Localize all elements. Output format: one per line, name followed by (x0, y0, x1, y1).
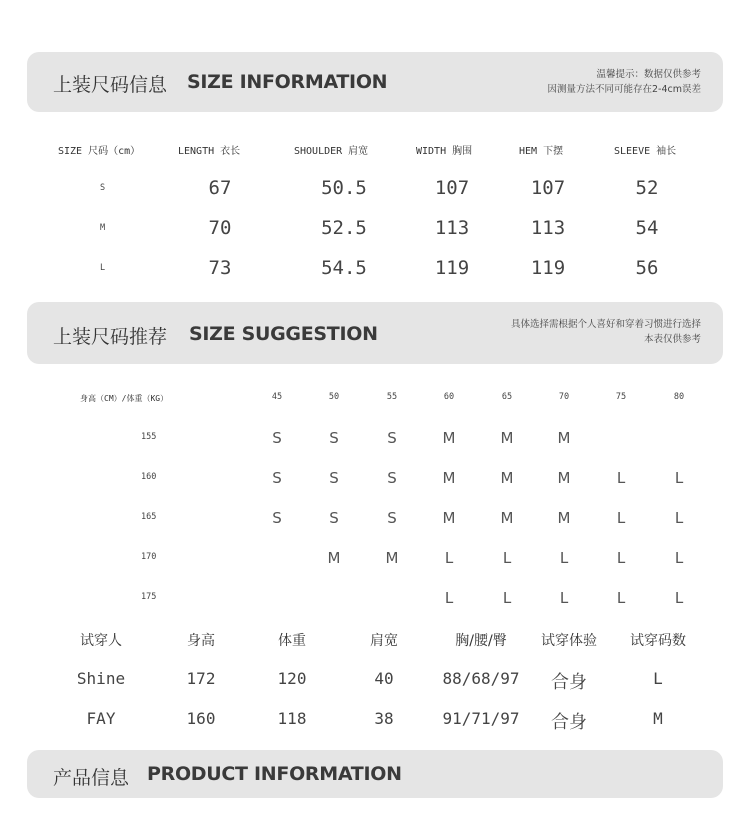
suggested-size: M (442, 509, 456, 527)
size-label: M (100, 223, 106, 233)
suggested-size: S (272, 509, 282, 527)
tryon-header-shoulder: 肩宽 (370, 633, 398, 649)
size-information-title-en: SIZE INFORMATION (187, 71, 388, 93)
tryon-header-size: 试穿码数 (630, 633, 686, 649)
tryon-header-fit: 试穿体验 (541, 633, 597, 649)
weight-header: 75 (615, 392, 627, 402)
suggested-size: S (387, 469, 397, 487)
size-value-length: 67 (208, 177, 232, 199)
suggested-size: L (444, 589, 454, 607)
note-line-2: 因测量方法不同可能存在2-4cm误差 (547, 84, 701, 95)
product-information-banner (27, 750, 723, 798)
suggested-size: M (442, 429, 456, 447)
size-value-hem: 107 (530, 177, 566, 199)
suggested-size: L (616, 589, 626, 607)
tryon-cell-fit: 合身 (551, 712, 587, 733)
size-information-banner (27, 52, 723, 112)
suggested-size: L (616, 509, 626, 527)
suggested-size: L (502, 589, 512, 607)
tryon-cell-weight: 120 (277, 669, 307, 688)
suggested-size: S (387, 429, 397, 447)
size-suggestion-note (511, 317, 701, 347)
weight-header: 50 (328, 392, 340, 402)
suggested-size: L (674, 469, 684, 487)
column-header-shoulder: SHOULDER 肩宽 (294, 146, 369, 157)
tryon-cell-tester: Shine (76, 669, 126, 688)
tryon-header-tester: 试穿人 (80, 633, 122, 649)
size-value-sleeve: 54 (635, 217, 659, 239)
suggested-size: L (674, 509, 684, 527)
suggested-size: S (272, 429, 282, 447)
height-label: 170 (141, 552, 157, 562)
suggested-size: M (557, 429, 571, 447)
suggested-size: L (559, 549, 569, 567)
suggested-size: L (674, 549, 684, 567)
size-value-width: 119 (434, 257, 470, 279)
weight-header: 45 (271, 392, 283, 402)
suggested-size: M (557, 509, 571, 527)
size-value-hem: 119 (530, 257, 566, 279)
tryon-header-weight: 体重 (278, 633, 306, 649)
suggested-size: M (385, 549, 399, 567)
size-value-shoulder: 50.5 (321, 177, 367, 199)
height-label: 175 (141, 592, 157, 602)
column-header-sleeve: SLEEVE 袖长 (614, 146, 677, 157)
product-information-title-cn: 产品信息 (53, 767, 130, 789)
suggested-size: S (329, 429, 339, 447)
suggested-size: L (616, 469, 626, 487)
size-suggestion-banner (27, 302, 723, 364)
note-line-2: 本表仅供参考 (643, 334, 701, 345)
tryon-cell-size: L (653, 669, 663, 688)
weight-header: 65 (501, 392, 513, 402)
size-value-hem: 113 (530, 217, 566, 239)
tryon-cell-height: 172 (186, 669, 216, 688)
suggested-size: M (500, 509, 514, 527)
weight-header: 70 (558, 392, 570, 402)
suggested-size: S (329, 509, 339, 527)
tryon-cell-weight: 118 (277, 709, 307, 728)
weight-header: 80 (673, 392, 685, 402)
suggested-size: M (442, 469, 456, 487)
tryon-header-bust-waist-hip: 胸/腰/臀 (455, 633, 507, 649)
size-value-length: 70 (208, 217, 232, 239)
size-value-sleeve: 52 (635, 177, 659, 199)
tryon-cell-size: M (653, 709, 663, 728)
size-information-note (548, 67, 702, 97)
size-value-length: 73 (208, 257, 232, 279)
product-information-title-en: PRODUCT INFORMATION (147, 763, 402, 785)
height-label: 160 (141, 472, 157, 482)
tryon-cell-height: 160 (186, 709, 216, 728)
height-weight-label: 身高（CM）/体重（KG） (80, 394, 169, 403)
size-value-width: 113 (434, 217, 470, 239)
size-value-shoulder: 54.5 (321, 257, 367, 279)
tryon-cell-bust-waist-hip: 91/71/97 (442, 709, 520, 728)
note-line-1: 具体选择需根据个人喜好和穿着习惯进行选择 (510, 319, 701, 330)
tryon-cell-bust-waist-hip: 88/68/97 (442, 669, 520, 688)
tryon-cell-fit: 合身 (551, 672, 587, 693)
size-suggestion-title-en: SIZE SUGGESTION (189, 323, 378, 345)
suggested-size: M (327, 549, 341, 567)
suggested-size: S (387, 509, 397, 527)
column-header-hem: HEM 下摆 (519, 146, 564, 157)
size-label: L (100, 263, 106, 273)
size-value-sleeve: 56 (635, 257, 659, 279)
size-information-title-cn: 上装尺码信息 (53, 74, 168, 96)
tryon-cell-shoulder: 38 (374, 709, 394, 728)
suggested-size: M (500, 429, 514, 447)
weight-header: 60 (443, 392, 455, 402)
suggested-size: L (502, 549, 512, 567)
tryon-cell-tester: FAY (86, 709, 116, 728)
suggested-size: L (444, 549, 454, 567)
column-header-size: SIZE 尺码（cm） (58, 146, 141, 157)
tryon-header-height: 身高 (187, 633, 215, 649)
tryon-cell-shoulder: 40 (374, 669, 394, 688)
height-label: 165 (141, 512, 157, 522)
column-header-length: LENGTH 衣长 (178, 146, 241, 157)
suggested-size: L (616, 549, 626, 567)
suggested-size: S (329, 469, 339, 487)
suggested-size: L (559, 589, 569, 607)
suggested-size: M (557, 469, 571, 487)
size-value-width: 107 (434, 177, 470, 199)
note-line-1: 温馨提示：数据仅供参考 (596, 69, 701, 80)
size-label: S (100, 183, 106, 193)
suggested-size: L (674, 589, 684, 607)
size-suggestion-title-cn: 上装尺码推荐 (53, 326, 168, 348)
weight-header: 55 (386, 392, 398, 402)
height-label: 155 (141, 432, 157, 442)
suggested-size: M (500, 469, 514, 487)
column-header-width: WIDTH 胸围 (416, 146, 473, 157)
suggested-size: S (272, 469, 282, 487)
size-value-shoulder: 52.5 (321, 217, 367, 239)
